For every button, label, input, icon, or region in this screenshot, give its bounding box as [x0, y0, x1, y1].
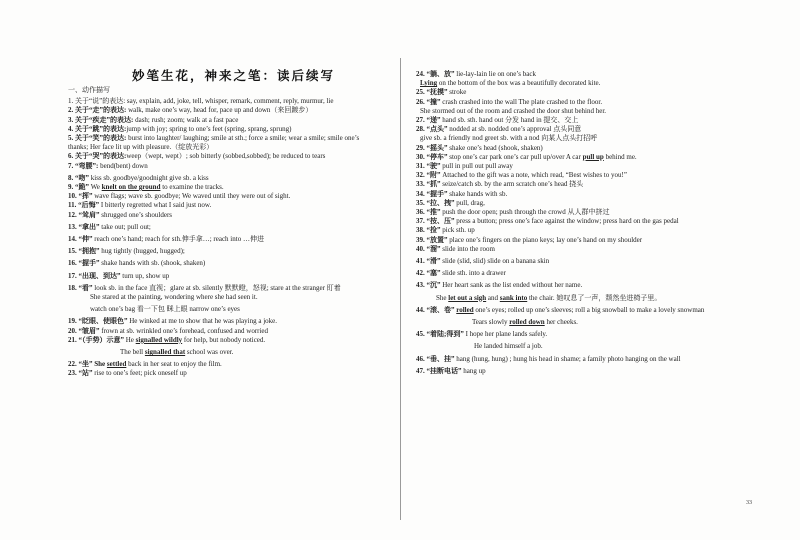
entry-7: 7. “弯腰”: bend(bent) down	[68, 161, 148, 170]
entry-37: 37. “按、压” press a button; press one’s face against the window; press hard on the gas pedal	[416, 217, 679, 226]
entry-18-example: She stared at the painting, wondering where she had seen it.	[90, 293, 258, 302]
entry-33: 33. “抓” seize/catch sb. by the arm scratch one’s head 挠头	[416, 180, 584, 189]
entry-18-more: watch one’s bag 看一下包 眯上眼 narrow one’s eyes	[90, 305, 240, 314]
entry-26: 26. “撞” crash crashed into the wall The plate crashed to the floor.	[416, 97, 603, 106]
entry-18: 18. “看” look sb. in the face 直视；glare at sb. silently 默默瞪，怒视; stare at the stranger 盯着	[68, 283, 341, 292]
entry-26-example: She stormed out of the room and crashed the door shut behind her.	[420, 106, 607, 115]
entry-30: 30. “停车” stop one’s car park one’s car pull up/over A car pull up behind me.	[416, 152, 637, 161]
page-number: 33	[746, 500, 752, 506]
entry-28: 28. “点头” nodded at sb. nodded one’s approval 点头同意	[416, 125, 582, 134]
entry-9: 9. “跪” We knelt on the ground to examine the tracks.	[68, 183, 224, 192]
entry-38: 38. “捡” pick sth. up	[416, 226, 475, 235]
entry-36: 36. “推” push the door open; push through the crowd 从人群中挤过	[416, 208, 610, 217]
entry-31: 31. “驶” pull in pull out pull away	[416, 162, 513, 171]
entry-40: 40. “溜” slide into the room	[416, 244, 495, 253]
entry-27: 27. “递” hand sb. sth. hand out 分发 hand in 提交、交上	[416, 116, 579, 125]
entry-14: 14. “伸” reach one’s hand; reach for sth.伸手拿…; reach into …伸进	[68, 235, 264, 244]
right-column	[416, 70, 752, 376]
entry-28-example: give sb. a friendly nod greet sb. with a nod 向某人点头打招呼	[420, 134, 598, 143]
entry-25: 25. “抚摸” stroke	[416, 88, 467, 97]
entry-24: 24. “躺、放” lie-lay-lain lie on one’s back	[416, 70, 536, 78]
column-divider	[400, 58, 401, 520]
page-title: 妙笔生花，神来之笔：读后续写	[132, 68, 336, 83]
entry-1: 1. 关于“说”的表达: say, explain, add, joke, tell, whisper, remark, comment, reply, murmur, lie	[68, 97, 334, 106]
section-heading: 一、动作描写	[68, 86, 110, 94]
entry-44-example: Tears slowly rolled down her cheeks.	[472, 318, 578, 327]
entry-44: 44. “滚、卷” rolled one’s eyes; rolled up one’s sleeves; roll a big snowball to make a lovely snowman	[416, 305, 705, 314]
entry-45: 45. “着陆;得到” I hope her plane lands safely.	[416, 330, 548, 339]
entry-11: 11. “后悔” I bitterly regretted what I said just now.	[68, 201, 212, 210]
entry-2: 2. 关于“走”的表达: walk, make one’s way, head for, pace up and down（来回踱步）	[68, 106, 313, 115]
entry-10: 10. “挥” wave flags; wave sb. goodbye; We waved until they were out of sight.	[68, 192, 291, 201]
entry-46: 46. “垂、挂” hang (hung, hung) ; hung his head in shame; a family photo hanging on the wall	[416, 354, 681, 363]
entry-23: 23. “站” rise to one’s feet; pick oneself up	[68, 369, 187, 378]
entry-41: 41. “滑” slide (slid, slid) slide on a banana skin	[416, 257, 550, 266]
entry-47: 47. “挂断电话” hang up	[416, 366, 486, 375]
entry-29: 29. “摇头” shake one’s head (shook, shaken)	[416, 143, 543, 152]
entry-43: 43. “沉” Her heart sank as the list ended without her name.	[416, 281, 583, 290]
entry-16: 16. “握手” shake hands with sb. (shook, shaken)	[68, 259, 206, 268]
entry-39: 39. “放置” place one’s fingers on the piano keys; lay one’s hand on my shoulder	[416, 235, 643, 244]
entry-3: 3. 关于“疾走”的表达: dash; rush; zoom; walk at a fast pace	[68, 115, 239, 124]
entry-34: 34. “握手” shake hands with sb.	[416, 189, 508, 198]
entry-5-cont: thanks; Her face lit up with pleasure.（绽放光彩）	[68, 143, 214, 152]
entry-21-example: The bell signalled that school was over.	[120, 348, 234, 357]
entry-24-example: Lying on the bottom of the box was a beautifully decorated kite.	[420, 79, 601, 88]
entry-42: 42. “塞” slide sth. into a drawer	[416, 269, 506, 278]
entry-12: 12. “耸肩” shrugged one’s shoulders	[68, 210, 173, 219]
entry-43-example: She let out a sigh and sank into the chair. 她叹息了一声，颓然坐进椅子里。	[436, 293, 662, 302]
entry-22: 22. “坐” She settled back in her seat to enjoy the film.	[68, 360, 222, 369]
entry-15: 15. “拥抱” hug tightly (hugged, hugged);	[68, 247, 185, 256]
entry-32: 32. “附” Attached to the gift was a note, which read, “Best wishes to you!”	[416, 171, 627, 180]
entry-21: 21. “（手势）示意” He signalled wildly for help, but nobody noticed.	[68, 335, 266, 344]
entry-20: 20. “皱眉” frown at sb. wrinkled one’s forehead, confused and worried	[68, 326, 269, 335]
entry-8: 8. “吻” kiss sb. goodbye/goodnight give sb. a kiss	[68, 173, 209, 182]
entry-13: 13. “拿出” take out; pull out;	[68, 222, 151, 231]
left-column	[68, 70, 390, 379]
entry-17: 17. “出现、到达” turn up, show up	[68, 271, 170, 280]
entry-19: 19. “眨眼、使眼色” He winked at me to show that he was playing a joke.	[68, 317, 277, 326]
entry-45-example: He landed himself a job.	[474, 342, 543, 351]
entry-6: 6. 关于“哭”的表达:weep（wept, wept）; sob bitterly (sobbed,sobbed); be reduced to tears	[68, 152, 326, 161]
entry-35: 35. “拉、拽” pull, drag,	[416, 198, 485, 207]
entry-4: 4. 关于“跳”的表达:jump with joy; spring to one’s feet (spring, sprang, sprung)	[68, 124, 292, 133]
entry-5: 5. 关于“笑”的表达: burst into laughter/ laughing; smile at sth.; force a smile; wear a smile; smile one’s	[68, 134, 360, 143]
